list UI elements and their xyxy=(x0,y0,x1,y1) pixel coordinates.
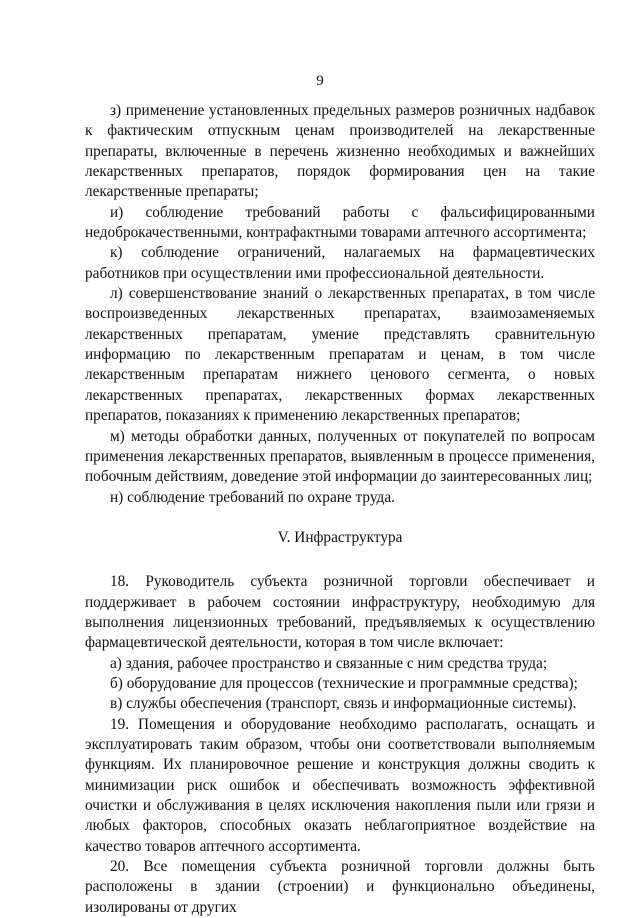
document-body xyxy=(85,101,595,918)
paragraph-18: 18. Руководитель субъекта розничной торговли обеспечивает и поддерживает в рабочем состоянии инфраструктуру, необходимую для выполнения лицензионных требований, предъявляемых к осуществлению фармацевтической деятельности, которая в том числе включает: xyxy=(85,573,595,652)
paragraph-18-v: в) службы обеспечения (транспорт, связь и информационные системы). xyxy=(110,695,577,713)
paragraph-item-k: к) соблюдение ограничений, налагаемых на фармацевтических работников при осуществлении ими профессиональной деятельности. xyxy=(85,244,595,282)
page-number: 9 xyxy=(316,73,324,89)
paragraph-20: 20. Все помещения субъекта розничной торговли должны быть расположены в здании (строении) и функционально объединены, изолированы от других xyxy=(85,858,595,916)
paragraph-item-l: л) совершенствование знаний о лекарственных препаратах, в том числе воспроизведенных лекарственных препаратах, взаимозаменяемых лекарственных препаратам, умение представлять сравнительную информацию по лекарственным препаратам и ценам, в том числе лекарственным препаратам нижнего ценового сегмента, о новых лекарственных препаратах, лекарственных формах лекарственных препаратов, показаниях к применению лекарственных препаратов; xyxy=(85,285,595,425)
paragraph-item-z: з) применение установленных предельных размеров розничных надбавок к фактическим отпускным ценам производителей на лекарственные препараты, включенные в перечень жизненно необходимых и важнейших лекарственных препаратов, порядок формирования цен на такие лекарственные препараты; xyxy=(85,102,595,201)
paragraph-item-n: н) соблюдение требований по охране труда. xyxy=(110,488,395,506)
paragraph-19: 19. Помещения и оборудование необходимо располагать, оснащать и эксплуатировать таким образом, чтобы они соответствовали выполняемым функциям. Их планировочное решение и конструкция должны сводить к минимизации риск ошибок и обеспечивать возможность эффективной очистки и обслуживания в целях исключения накопления пыли или грязи и любых факторов, способных оказать неблагоприятное воздействие на качество товаров аптечного ассортимента. xyxy=(85,715,595,855)
paragraph-item-i: и) соблюдение требований работы с фальсифицированными недоброкачественными, контрафактными товарами аптечного ассортимента; xyxy=(85,203,595,242)
paragraph-18-b: б) оборудование для процессов (технические и программные средства); xyxy=(110,674,578,692)
section-heading: V. Инфраструктура xyxy=(277,528,403,546)
paragraph-18-a: а) здания, рабочее пространство и связанные с ним средства труда; xyxy=(110,654,548,672)
paragraph-item-m: м) методы обработки данных, полученных от покупателей по вопросам применения лекарственных препаратов, выявленным в процессе применения, побочным действиям, доведение этой информации до заинтересованных лиц; xyxy=(85,427,595,486)
